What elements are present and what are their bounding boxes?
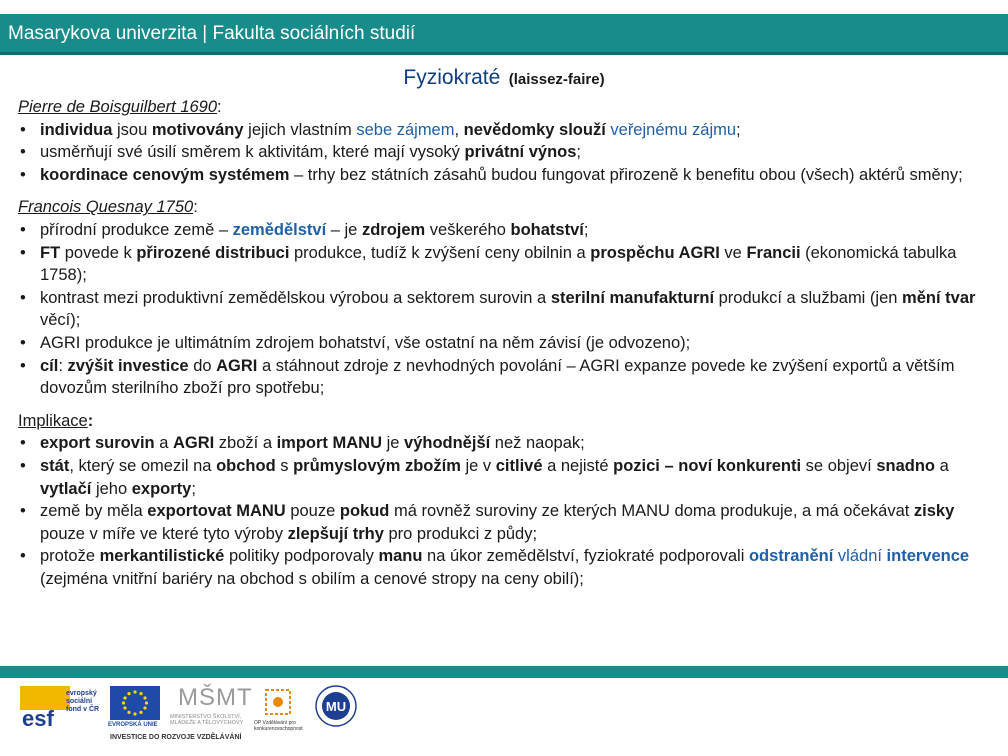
header-bar <box>0 14 1008 55</box>
mu-seal-icon <box>314 684 358 728</box>
svg-text:esf: esf <box>22 706 54 730</box>
list-item: • koordinace cenovým systémem – trhy bez státních zásahů budou fungovat přirozeně k benefitu obou (všech) aktérů směny; <box>18 164 993 187</box>
section-heading: Implikace: <box>18 411 94 430</box>
bullet-list <box>18 219 993 400</box>
svg-text:MU: MU <box>325 699 347 714</box>
esf-text: evropský sociální fond v ČR <box>66 690 100 713</box>
university-title: Masarykova univerzita | Fakulta sociálních studií <box>8 23 416 44</box>
bullet-list <box>18 432 993 590</box>
op-label: OP Vzdělávání pro konkurenceschopnost <box>254 720 303 732</box>
bullet-list <box>18 119 993 187</box>
esf-logo-icon <box>18 684 72 730</box>
list-item: • usměrňují své úsilí směrem k aktivitám, které mají vysoký privátní výnos; <box>18 141 993 164</box>
section-boisguilbert <box>18 96 993 186</box>
list-item: • FT povede k přirozené distribuci produkce, tudíž k zvýšení ceny obilnin a prospěchu AGRI ve Francii (ekonomická tabulka 1758); <box>18 242 993 287</box>
section-quesnay <box>18 196 993 399</box>
section-heading: Pierre de Boisguilbert 1690: <box>18 98 222 116</box>
list-item: • cíl: zvýšit investice do AGRI a stáhnout zdroje z nevhodných povolání – AGRI expanze povede ke zvýšení exportů a větším dovozům sterilního zboží pro spotřebu; <box>18 355 993 400</box>
list-item: • přírodní produkce země – zemědělství – je zdrojem veškerého bohatství; <box>18 219 993 242</box>
list-item: • AGRI produkce je ultimátním zdrojem bohatství, vše ostatní na něm závisí (je odvozeno); <box>18 332 993 355</box>
slide-title <box>0 66 1008 90</box>
eu-flag-icon <box>110 686 160 720</box>
list-item: • export surovin a AGRI zboží a import MANU je výhodnější než naopak; <box>18 432 993 455</box>
msmt-logo-icon: MŠMT <box>178 684 253 711</box>
eu-label: EVROPSKÁ UNIE <box>108 722 158 728</box>
list-item: • stát, který se omezil na obchod s průmyslovým zbožím je v citlivé a nejisté pozici – noví konkurenti se objeví snadno a vytlačí jeho exporty; <box>18 455 993 500</box>
section-implikace <box>18 410 993 591</box>
section-heading: Francois Quesnay 1750: <box>18 198 198 217</box>
msmt-label: MINISTERSTVO ŠKOLSTVÍ, MLÁDEŽE A TĚLOVÝCHOVY <box>170 714 244 726</box>
title-sub: (laissez-faire) <box>508 71 605 88</box>
footer-logos <box>18 684 358 746</box>
title-main: Fyziokraté <box>403 66 501 89</box>
list-item: • kontrast mezi produktivní zemědělskou výrobou a sektorem surovin a sterilní manufakturní produkcí a službami (jen mění tvar věcí); <box>18 287 993 332</box>
slogan: INVESTICE DO ROZVOJE VZDĚLÁVÁNÍ <box>110 734 242 741</box>
slide-content <box>18 96 993 590</box>
op-logo-icon <box>260 686 296 720</box>
list-item: • země by měla exportovat MANU pouze pokud má rovněž suroviny ze kterých MANU doma produkuje, a má očekávat zisky pouze v míře ve které tyto výroby zlepšují trhy pro produkci z půdy; <box>18 500 993 545</box>
footer-bar <box>0 666 1008 678</box>
list-item: • individua jsou motivovány jejich vlastním sebe zájmem, nevědomky slouží veřejnému zájmu; <box>18 119 993 142</box>
list-item: • protože merkantilistické politiky podporovaly manu na úkor zemědělství, fyziokraté podporovali odstranění vládní intervence (zejména vnitřní bariéry na obchod s obilím a cenové stropy na ceny obilí); <box>18 545 993 590</box>
